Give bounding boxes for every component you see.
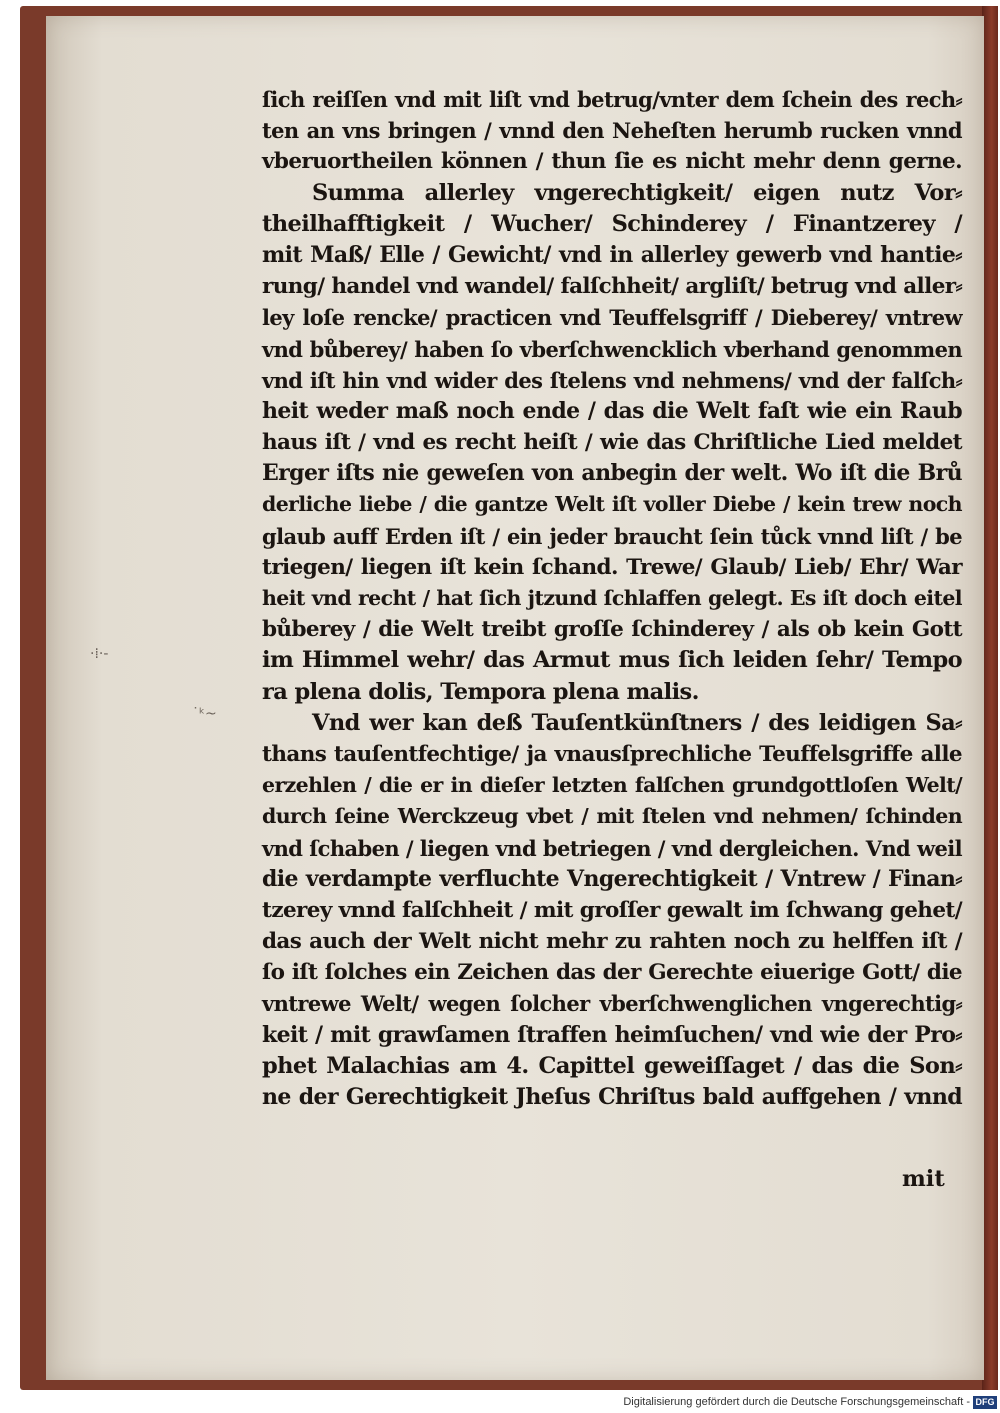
text-line: das auch der Welt nicht mehr zu rahten noch zu helffen iſt / [262, 929, 962, 955]
text-line: derliche liebe / die gantze Welt iſt voller Diebe / kein trew noch [262, 492, 962, 517]
text-line: ſo iſt ſolches ein Zeichen das der Gerechte eiuerige Gott/ die [262, 960, 962, 986]
text-line: theilhafftigkeit / Wucher/ Schinderey / Finantzerey / [262, 210, 962, 237]
text-line: rung/ handel vnd wandel/ falſchheit/ argliſt/ betrug vnd aller⸗ [262, 274, 963, 300]
text-line: vntrewe Welt/ wegen ſolcher vberſchwenglichen vngerechtig⸗ [262, 991, 962, 1017]
text-line: Vnd wer kan deß Tauſentkünſtners / des leidigen Sa⸗ [312, 709, 962, 736]
text-line: durch ſeine Werckzeug vbet / mit ſtelen vnd nehmen/ ſchinden [262, 804, 962, 829]
text-line: ra plena dolis, Tempora plena malis. [262, 678, 699, 705]
text-line: im Himmel wehr/ das Armut mus ſich leiden ſehr/ Tempo [262, 647, 962, 674]
text-line: vnd bůberey/ haben ſo vberſchwencklich vberhand genommen [262, 336, 962, 362]
text-line: ten an vns bringen / vnnd den Neheſten herumb rucken vnnd [262, 118, 962, 144]
text-line: Erger iſts nie geweſen von anbegin der welt. Wo iſt die Brů [262, 460, 962, 487]
page-text [262, 84, 962, 1113]
footer-credit: Digitalisierung gefördert durch die Deutsche Forschungsgemeinschaft - [623, 1396, 970, 1408]
text-line: Summa allerley vngerechtigkeit/ eigen nutz Vor⸗ [312, 179, 962, 206]
text-line: phet Malachias am 4. Capittel geweiſſaget / das die Son⸗ [262, 1052, 962, 1079]
margin-smudge: ·⁞·- [90, 646, 109, 662]
text-line: ley loſe rencke/ practicen vnd Teuffelsgriff / Dieberey/ vntrew [262, 305, 962, 331]
catchword: mit [902, 1166, 945, 1192]
text-line: glaub auff Erden iſt / ein jeder braucht ſein tůck vnnd liſt / be [262, 523, 962, 549]
text-line: vberuortheilen können / thun ſie es nicht mehr denn gerne. [262, 149, 962, 175]
text-line: thans tauſentfechtige/ ja vnausſprechliche Teuffelsgriffe alle [262, 741, 962, 767]
footer [0, 1394, 1000, 1413]
text-line: erzehlen / die er in dieſer letzten falſchen grundgottloſen Welt/ [262, 773, 962, 798]
text-line: heit vnd recht / hat ſich jtzund ſchlaffen gelegt. Es iſt doch eitel [262, 586, 962, 610]
text-line: haus iſt / vnd es recht heiſt / wie das Chriſtliche Lied meldet [262, 430, 962, 456]
margin-smudge: ˙ᵏ~ [192, 706, 217, 722]
cover-edge [982, 6, 998, 1390]
text-line: heit weder maß noch ende / das die Welt faſt wie ein Raub [262, 397, 962, 424]
text-line: mit Maß/ Elle / Gewicht/ vnd in allerley gewerb vnd hantie⸗ [262, 241, 962, 268]
text-line: tzerey vnnd falſchheit / mit groſſer gewalt im ſchwang gehet/ [262, 897, 962, 923]
text-line: ſich reiſſen vnd mit liſt vnd betrug/vnter dem ſchein des rech⸗ [262, 87, 962, 112]
text-line: vnd ſchaben / liegen vnd betriegen / vnd dergleichen. Vnd weil [262, 835, 962, 861]
text-line: bůberey / die Welt treibt groſſe ſchinderey / als ob kein Gott [262, 617, 962, 643]
text-line: die verdampte verfluchte Vngerechtigkeit / Vntrew / Finan⸗ [262, 865, 962, 892]
dfg-logo-icon: DFG [973, 1396, 997, 1409]
text-line: keit / mit grawſamen ſtraffen heimſuchen/ vnd wie der Pro⸗ [262, 1021, 962, 1048]
text-line: vnd iſt hin vnd wider des ſtelens vnd nehmens/ vnd der falſch⸗ [262, 367, 962, 393]
text-line: triegen/ liegen iſt kein ſchand. Trewe/ Glaub/ Lieb/ Ehr/ War [262, 554, 962, 580]
text-line: ne der Gerechtigkeit Jheſus Chriſtus bald auffgehen / vnnd [262, 1084, 962, 1110]
